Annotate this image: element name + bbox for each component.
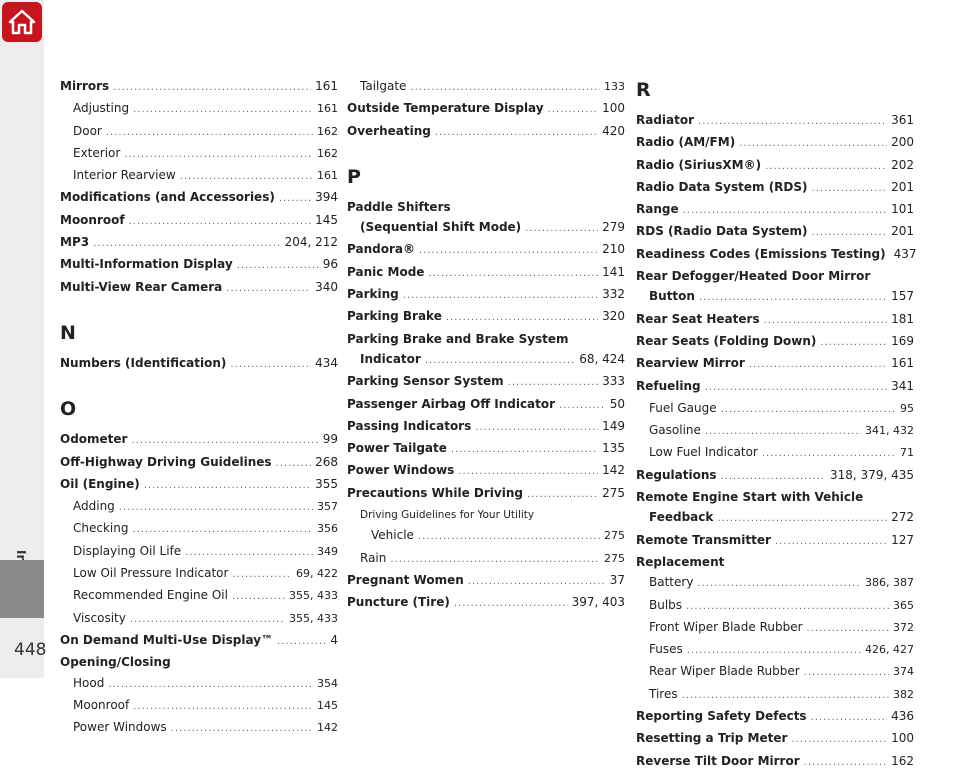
index-entry[interactable] — [60, 695, 338, 717]
entry-page-link[interactable]: 204, 212 — [284, 235, 338, 250]
dot-leader — [226, 279, 311, 299]
index-entry[interactable] — [347, 548, 625, 570]
index-side-label — [0, 490, 44, 560]
entry-term: Regulations — [636, 467, 717, 482]
entry-page-link[interactable]: 361 — [891, 113, 914, 127]
entry-term: Checking — [73, 521, 129, 536]
entry-page-link[interactable]: 95 — [900, 401, 914, 415]
dot-leader — [276, 454, 312, 474]
index-heading: Parking Brake and Brake System — [347, 331, 569, 346]
entry-term: Recommended Engine Oil — [73, 588, 228, 603]
entry-term: Rear Wiper Blade Rubber — [649, 664, 800, 679]
entry-term: Multi-Information Display — [60, 257, 233, 272]
index-entry[interactable] — [347, 592, 625, 614]
index-heading: Rear Defogger/Heated Door Mirror — [636, 269, 871, 284]
entry-term: Button — [649, 289, 695, 304]
dot-leader — [277, 632, 326, 652]
dot-leader — [232, 565, 292, 585]
entry-page-link[interactable]: 68, 424 — [579, 351, 625, 366]
entry-term: RDS (Radio Data System) — [636, 224, 808, 239]
index-entry[interactable] — [347, 217, 625, 239]
index-entry[interactable] — [347, 284, 625, 306]
index-entry[interactable] — [347, 262, 625, 284]
index-entry[interactable] — [636, 661, 914, 683]
entry-page-link[interactable]: 161 — [317, 102, 338, 116]
entry-page-link[interactable]: 101 — [891, 202, 914, 217]
dot-leader — [525, 219, 598, 239]
entry-term: Parking — [347, 287, 399, 302]
entry-page-link[interactable]: 397, 403 — [571, 595, 625, 610]
entry-term: Hood — [73, 675, 105, 690]
entry-page-link[interactable]: 99 — [322, 432, 338, 447]
dot-leader — [775, 532, 887, 552]
index-entry[interactable] — [60, 121, 338, 143]
dot-leader — [403, 286, 598, 306]
index-entry[interactable] — [60, 76, 338, 98]
index-entry[interactable] — [60, 518, 338, 540]
entry-page-link[interactable]: 135 — [602, 441, 625, 456]
dot-leader — [804, 663, 889, 683]
entry-term: Tires — [649, 686, 678, 701]
entry-term: Fuses — [649, 642, 683, 657]
entry-term: Multi-View Rear Camera — [60, 279, 223, 294]
entry-page-link[interactable]: 357 — [317, 500, 338, 514]
entry-term: Rear Seat Heaters — [636, 311, 760, 326]
index-heading: Paddle Shifters — [347, 199, 451, 214]
index-entry[interactable] — [636, 617, 914, 639]
entry-term: Radio (SiriusXM®) — [636, 157, 762, 172]
entry-term: Parking Sensor System — [347, 374, 504, 389]
dot-leader — [418, 527, 600, 547]
dot-leader — [232, 587, 285, 607]
index-entry[interactable] — [636, 751, 914, 773]
index-entry[interactable] — [636, 706, 914, 728]
dot-leader — [454, 594, 568, 614]
index-entry[interactable] — [636, 507, 914, 529]
dot-leader — [451, 440, 598, 460]
index-column-2 — [347, 76, 625, 615]
entry-term: Odometer — [60, 432, 128, 447]
index-entry[interactable] — [636, 442, 914, 464]
dot-leader — [820, 333, 887, 353]
entry-page-link[interactable]: 420 — [602, 123, 625, 138]
entry-term: Low Fuel Indicator — [649, 445, 758, 460]
entry-page-link[interactable]: 71 — [900, 446, 914, 460]
dot-leader — [279, 189, 311, 209]
index-entry[interactable] — [636, 376, 914, 398]
entry-term: Moonroof — [73, 697, 130, 712]
entry-term: Parking Brake — [347, 309, 442, 324]
index-entry[interactable] — [60, 353, 338, 375]
entry-page-link[interactable]: 333 — [602, 374, 625, 389]
entry-term: Battery — [649, 575, 694, 590]
entry-page-link[interactable]: 355 — [315, 476, 338, 491]
entry-page-link[interactable]: 210 — [602, 242, 625, 257]
dot-leader — [133, 100, 313, 120]
entry-term: Resetting a Trip Meter — [636, 731, 788, 746]
entry-page-link[interactable]: 96 — [322, 257, 338, 272]
entry-page-link[interactable]: 365 — [893, 598, 914, 612]
entry-term: Adjusting — [73, 101, 130, 116]
entry-term: Rain — [360, 550, 387, 565]
index-entry[interactable] — [636, 177, 914, 199]
index-entry[interactable] — [60, 277, 338, 299]
index-entry[interactable] — [636, 132, 914, 154]
entry-page-link[interactable]: 161 — [891, 356, 914, 371]
entry-page-link[interactable]: 372 — [893, 620, 914, 634]
dot-leader — [475, 418, 598, 438]
index-entry[interactable] — [347, 570, 625, 592]
entry-term: Displaying Oil Life — [73, 543, 182, 558]
entry-term: Passenger Airbag Off Indicator — [347, 396, 556, 411]
index-entry[interactable] — [347, 483, 625, 505]
entry-term: Feedback — [649, 510, 714, 525]
entry-page-link[interactable]: 127 — [891, 532, 914, 547]
dot-leader — [811, 708, 888, 728]
entry-page-link[interactable]: 394 — [315, 190, 338, 205]
index-entry[interactable] — [347, 76, 625, 98]
dot-leader — [705, 378, 887, 398]
dot-leader — [717, 509, 887, 529]
entry-page-link[interactable]: 142 — [602, 463, 625, 478]
dot-leader — [237, 256, 319, 276]
index-heading: Opening/Closing — [60, 655, 171, 670]
entry-term: Low Oil Pressure Indicator — [73, 566, 229, 581]
dot-leader — [435, 123, 598, 143]
section-letter: O — [60, 398, 77, 421]
entry-term: Outside Temperature Display — [347, 101, 544, 116]
entry-term: Door — [73, 123, 102, 138]
entry-page-link[interactable]: 356 — [317, 522, 338, 536]
entry-term: Exterior — [73, 145, 121, 160]
index-entry[interactable] — [636, 398, 914, 420]
entry-term: Adding — [73, 499, 115, 514]
dot-leader — [131, 431, 318, 451]
dot-leader — [812, 223, 888, 243]
dot-leader — [132, 520, 313, 540]
dot-leader — [762, 444, 896, 464]
entry-page-link[interactable]: 341 — [891, 378, 914, 393]
index-entry[interactable] — [636, 199, 914, 221]
entry-page-link[interactable]: 275 — [604, 529, 625, 543]
section-letter: P — [347, 165, 361, 188]
index-entry[interactable] — [60, 541, 338, 563]
entry-term: Vehicle — [371, 528, 414, 543]
entry-page-link[interactable]: 275 — [604, 551, 625, 565]
entry-page-link[interactable]: 272 — [891, 510, 914, 525]
entry-page-link[interactable]: 355, 433 — [289, 589, 338, 603]
entry-page-link[interactable]: 162 — [317, 146, 338, 160]
entry-page-link[interactable]: 434 — [315, 355, 338, 370]
entry-term: Radio (AM/FM) — [636, 135, 736, 150]
index-entry[interactable] — [636, 221, 914, 243]
entry-page-link[interactable]: 354 — [317, 676, 338, 690]
index-entry[interactable] — [347, 349, 625, 371]
index-entry[interactable] — [636, 286, 914, 308]
page-number: 448 — [14, 640, 47, 660]
dot-leader — [390, 550, 600, 570]
dot-leader — [129, 212, 311, 232]
dot-leader — [113, 78, 311, 98]
index-entry[interactable] — [347, 525, 625, 547]
index-entry[interactable] — [60, 563, 338, 585]
entry-term: Power Windows — [73, 720, 167, 735]
entry-term: Puncture (Tire) — [347, 595, 450, 610]
index-column-1 — [60, 76, 338, 739]
index-entry[interactable] — [636, 530, 914, 552]
entry-page-link[interactable]: 69, 422 — [296, 567, 338, 581]
entry-page-link[interactable]: 332 — [602, 287, 625, 302]
index-entry[interactable] — [60, 717, 338, 739]
dot-leader — [446, 308, 598, 328]
entry-page-link[interactable]: 181 — [891, 311, 914, 326]
dot-leader — [686, 597, 889, 617]
entry-term: Modifications (and Accessories) — [60, 190, 275, 205]
index-entry[interactable] — [636, 684, 914, 706]
entry-page-link[interactable]: 157 — [891, 289, 914, 304]
index-entry[interactable] — [636, 595, 914, 617]
entry-page-link[interactable]: 275 — [602, 485, 625, 500]
dot-leader — [468, 572, 606, 592]
dot-leader — [683, 201, 887, 221]
entry-page-link[interactable]: 145 — [317, 698, 338, 712]
index-entry[interactable] — [60, 608, 338, 630]
dot-leader — [705, 422, 861, 442]
entry-term: Oil (Engine) — [60, 476, 140, 491]
entry-page-link[interactable]: 142 — [317, 721, 338, 735]
index-entry[interactable] — [60, 98, 338, 120]
dot-leader — [180, 167, 313, 187]
entry-term: Mirrors — [60, 79, 110, 93]
index-entry[interactable] — [347, 438, 625, 460]
index-entry[interactable] — [60, 187, 338, 209]
dot-leader — [124, 145, 313, 165]
entry-term: Viscosity — [73, 610, 126, 625]
index-entry[interactable] — [60, 496, 338, 518]
entry-term: (Sequential Shift Mode) — [360, 220, 522, 235]
entry-page-link[interactable]: 341, 432 — [865, 424, 914, 438]
side-bar — [0, 0, 47, 678]
dot-leader — [428, 264, 598, 284]
entry-page-link[interactable]: 37 — [609, 572, 625, 587]
dot-leader — [230, 355, 311, 375]
dot-leader — [559, 396, 606, 416]
entry-page-link[interactable]: 201 — [891, 224, 914, 239]
section-letter: N — [60, 321, 76, 344]
index-heading: Driving Guidelines for Your Utility — [360, 509, 535, 522]
entry-page-link[interactable]: 169 — [891, 333, 914, 348]
index-entry[interactable] — [636, 420, 914, 442]
dot-leader — [119, 498, 313, 518]
entry-page-link[interactable]: 149 — [602, 418, 625, 433]
dot-leader — [804, 753, 887, 773]
entry-page-link[interactable]: 426, 427 — [865, 643, 914, 657]
entry-term: Moonroof — [60, 212, 125, 227]
dot-leader — [425, 351, 575, 371]
index-entry[interactable] — [636, 309, 914, 331]
index-entry[interactable] — [347, 371, 625, 393]
dot-leader — [508, 373, 598, 393]
index-entry[interactable] — [347, 239, 625, 261]
section-letter: R — [636, 79, 651, 101]
entry-term: Reporting Safety Defects — [636, 709, 807, 724]
dot-leader — [721, 400, 896, 420]
dot-leader — [133, 697, 313, 717]
entry-page-link[interactable]: 382 — [893, 687, 914, 701]
index-heading: Replacement — [636, 554, 725, 569]
index-entry[interactable] — [636, 331, 914, 353]
entry-page-link[interactable]: 50 — [609, 396, 625, 411]
index-tab[interactable] — [0, 560, 44, 618]
index-entry[interactable] — [636, 155, 914, 177]
entry-term: Range — [636, 202, 679, 217]
index-entry[interactable] — [60, 673, 338, 695]
entry-term: Reverse Tilt Door Mirror — [636, 753, 800, 768]
entry-term: Passing Indicators — [347, 418, 472, 433]
index-column-3 — [636, 76, 917, 773]
dot-leader — [699, 288, 887, 308]
dot-leader — [812, 179, 888, 199]
index-entry[interactable] — [60, 585, 338, 607]
entry-page-link[interactable]: 436 — [891, 709, 914, 724]
entry-term: Panic Mode — [347, 264, 425, 279]
index-entry[interactable] — [347, 394, 625, 416]
entry-term: Rearview Mirror — [636, 356, 745, 371]
entry-page-link[interactable]: 374 — [893, 665, 914, 679]
dot-leader — [458, 462, 598, 482]
dot-leader — [698, 112, 887, 132]
entry-page-link[interactable]: 4 — [330, 632, 338, 647]
index-entry[interactable] — [60, 143, 338, 165]
dot-leader — [682, 686, 889, 706]
entry-term: Precautions While Driving — [347, 485, 523, 500]
entry-term: Overheating — [347, 123, 431, 138]
index-entry[interactable] — [636, 110, 914, 132]
entry-term: Readiness Codes (Emissions Testing) — [636, 246, 886, 261]
index-entry[interactable] — [60, 165, 338, 187]
entry-page-link[interactable]: 202 — [891, 157, 914, 172]
index-entry[interactable] — [636, 639, 914, 661]
entry-term: Numbers (Identification) — [60, 355, 227, 370]
index-entry[interactable] — [60, 210, 338, 232]
dot-leader — [739, 134, 887, 154]
dot-leader — [548, 100, 598, 120]
index-entry[interactable] — [60, 630, 338, 652]
dot-leader — [765, 157, 887, 177]
dot-leader — [93, 234, 280, 254]
entry-page-link[interactable]: 437 — [893, 246, 917, 261]
entry-term: Tailgate — [360, 79, 407, 93]
entry-page-link[interactable]: 161 — [317, 169, 338, 183]
dot-leader — [791, 730, 887, 750]
entry-term: Power Windows — [347, 463, 455, 478]
entry-term: Refueling — [636, 378, 701, 393]
index-entry[interactable] — [636, 244, 917, 266]
entry-term: Pregnant Women — [347, 572, 464, 587]
dot-leader — [697, 574, 861, 594]
entry-page-link[interactable]: 200 — [891, 135, 914, 150]
dot-leader — [749, 355, 887, 375]
index-entry[interactable] — [636, 728, 914, 750]
entry-page-link[interactable]: 318, 379, 435 — [830, 467, 914, 482]
dot-leader — [807, 619, 889, 639]
dot-leader — [185, 543, 313, 563]
entry-term: Interior Rearview — [73, 168, 176, 183]
index-entry[interactable] — [636, 572, 914, 594]
index-heading: Remote Engine Start with Vehicle — [636, 490, 864, 505]
entry-page-link[interactable]: 268 — [315, 454, 338, 469]
entry-term: Rear Seats (Folding Down) — [636, 333, 817, 348]
entry-term: Radio Data System (RDS) — [636, 179, 808, 194]
entry-term: Gasoline — [649, 423, 701, 438]
entry-page-link[interactable]: 386, 387 — [865, 576, 914, 590]
entry-page-link[interactable]: 100 — [602, 101, 625, 116]
dot-leader — [527, 485, 598, 505]
entry-term: Front Wiper Blade Rubber — [649, 619, 803, 634]
entry-term: MP3 — [60, 235, 90, 250]
entry-page-link[interactable]: 162 — [891, 753, 914, 768]
index-entry[interactable] — [60, 474, 338, 496]
dot-leader — [106, 123, 313, 143]
entry-page-link[interactable]: 279 — [602, 220, 625, 235]
entry-term: Off-Highway Driving Guidelines — [60, 454, 272, 469]
index-entry[interactable] — [60, 452, 338, 474]
entry-page-link[interactable]: 162 — [317, 124, 338, 138]
entry-page-link[interactable]: 355, 433 — [289, 611, 338, 625]
index-entry[interactable] — [347, 306, 625, 328]
entry-page-link[interactable]: 133 — [604, 80, 625, 93]
entry-page-link[interactable]: 349 — [317, 544, 338, 558]
entry-term: On Demand Multi-Use Display™ — [60, 632, 274, 647]
entry-term: Fuel Gauge — [649, 400, 717, 415]
dot-leader — [687, 641, 861, 661]
entry-term: Indicator — [360, 351, 421, 366]
entry-page-link[interactable]: 320 — [602, 309, 625, 324]
dot-leader — [130, 610, 285, 630]
dot-leader — [171, 719, 313, 739]
index-entry[interactable] — [636, 465, 914, 487]
dot-leader — [764, 311, 888, 331]
entry-page-link[interactable]: 145 — [315, 212, 338, 227]
entry-page-link[interactable]: 161 — [315, 79, 338, 93]
entry-page-link[interactable]: 100 — [891, 731, 914, 746]
index-entry[interactable] — [347, 121, 625, 143]
dot-leader — [410, 78, 600, 98]
index-entry[interactable] — [60, 429, 338, 451]
entry-term: Power Tailgate — [347, 441, 447, 456]
dot-leader — [721, 467, 827, 487]
entry-term: Remote Transmitter — [636, 532, 771, 547]
index-entry[interactable] — [347, 460, 625, 482]
index-entry[interactable] — [636, 353, 914, 375]
entry-page-link[interactable]: 340 — [315, 279, 338, 294]
dot-leader — [419, 241, 598, 261]
home-button[interactable] — [2, 2, 42, 42]
index-entry[interactable] — [60, 232, 338, 254]
entry-page-link[interactable]: 201 — [891, 179, 914, 194]
home-icon — [8, 8, 36, 36]
entry-term: Bulbs — [649, 597, 683, 612]
index-entry[interactable] — [347, 416, 625, 438]
entry-term: Radiator — [636, 113, 695, 127]
entry-term: Pandora® — [347, 242, 415, 257]
dot-leader — [144, 476, 311, 496]
entry-page-link[interactable]: 141 — [602, 264, 625, 279]
index-entry[interactable] — [60, 254, 338, 276]
index-entry[interactable] — [347, 98, 625, 120]
